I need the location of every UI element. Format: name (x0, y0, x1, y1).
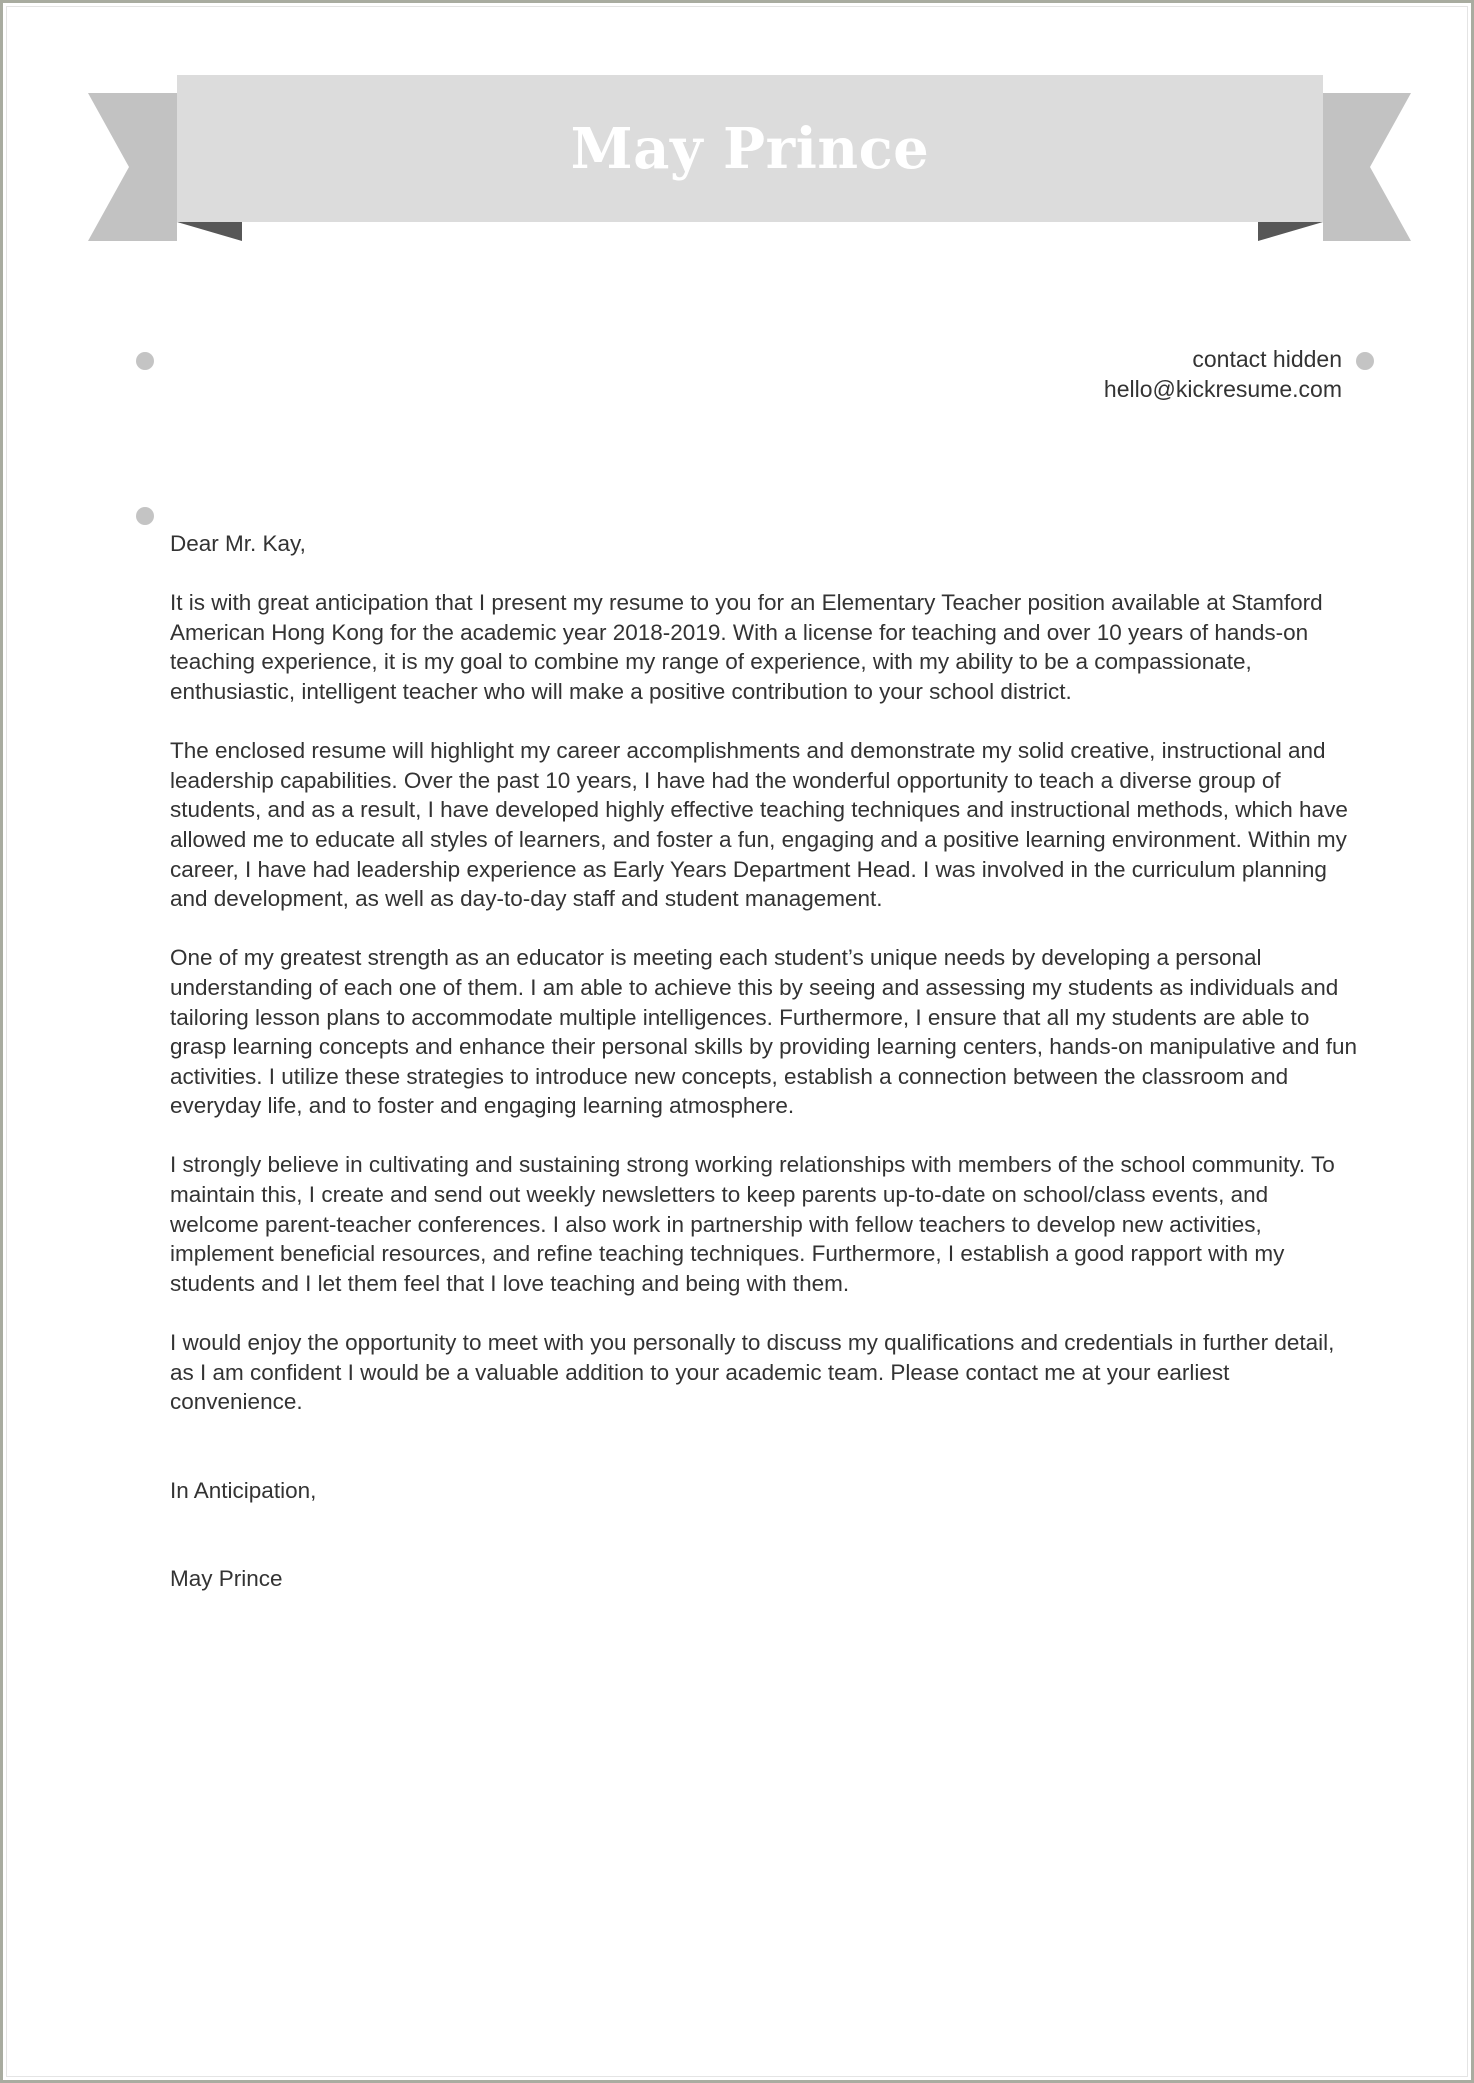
ribbon-fold-left (177, 222, 242, 241)
letter-signature: May Prince (170, 1566, 283, 1592)
letter-paragraph-5: I would enjoy the opportunity to meet with you personally to discuss my qualifications and credentials in further detail, as I am confident I would be a valuable addition to your academic team. Please contact me at your earliest convenience. (170, 1330, 1335, 1415)
contact-block (1104, 344, 1342, 404)
ribbon-fold-right (1258, 222, 1323, 241)
letter-body (170, 529, 1360, 1624)
letter-paragraph-2: The enclosed resume will highlight my career accomplishments and demonstrate my solid creative, instructional and leadership capabilities. Over the past 10 years, I have had the wonderful opportunity to teach a diverse group of students, and as a result, I have developed highly effective teaching techniques and instructional methods, which have allowed me to educate all styles of learners, and foster a fun, engaging and a positive learning environment. Within my career, I have had leadership experience as Early Years Department Head. I was involved in the curriculum planning and development, as well as day-to-day staff and student management. (170, 738, 1348, 912)
letter-salutation: Dear Mr. Kay, (170, 531, 306, 556)
ribbon-tail-right (1323, 93, 1411, 241)
ribbon-tail-left (88, 93, 177, 241)
bullet-dot-right-top (1356, 352, 1374, 370)
bullet-dot-left-letter (136, 507, 154, 525)
applicant-name: May Prince (570, 115, 930, 182)
letter-closing: In Anticipation, (170, 1477, 317, 1503)
letter-paragraph-1: It is with great anticipation that I present my resume to you for an Elementary Teacher position available at Stamford American Hong Kong for the academic year 2018-2019. With a license for teaching and over 10 years of hands-on teaching experience, it is my goal to combine my range of experience, with my ability to be a compassionate, enthusiastic, intelligent teacher who will make a positive contribution to your school district. (170, 590, 1323, 704)
letter-paragraph-3: One of my greatest strength as an educator is meeting each student’s unique needs by developing a personal understanding of each one of them. I am able to achieve this by seeing and assessing my students as individuals and tailoring lesson plans to accommodate multiple intelligences. Furthermore, I ensure that all my students are able to grasp learning concepts and enhance their personal skills by providing learning centers, hands-on manipulative and fun activities. I utilize these strategies to introduce new concepts, establish a connection between the classroom and everyday life, and to foster and engaging learning atmosphere. (170, 945, 1357, 1119)
contact-email: hello@kickresume.com (1103, 376, 1342, 402)
contact-phone: contact hidden (1192, 346, 1342, 372)
bullet-dot-left-top (136, 352, 154, 370)
letter-paragraph-4: I strongly believe in cultivating and sustaining strong working relationships with members of the school community. To maintain this, I create and send out weekly newsletters to keep parents up-to-date on school/class events, and welcome parent-teacher conferences. I also work in partnership with fellow teachers to develop new activities, implement beneficial resources, and refine teaching techniques. Furthermore, I establish a good rapport with my students and I let them feel that I love teaching and being with them. (170, 1152, 1335, 1296)
